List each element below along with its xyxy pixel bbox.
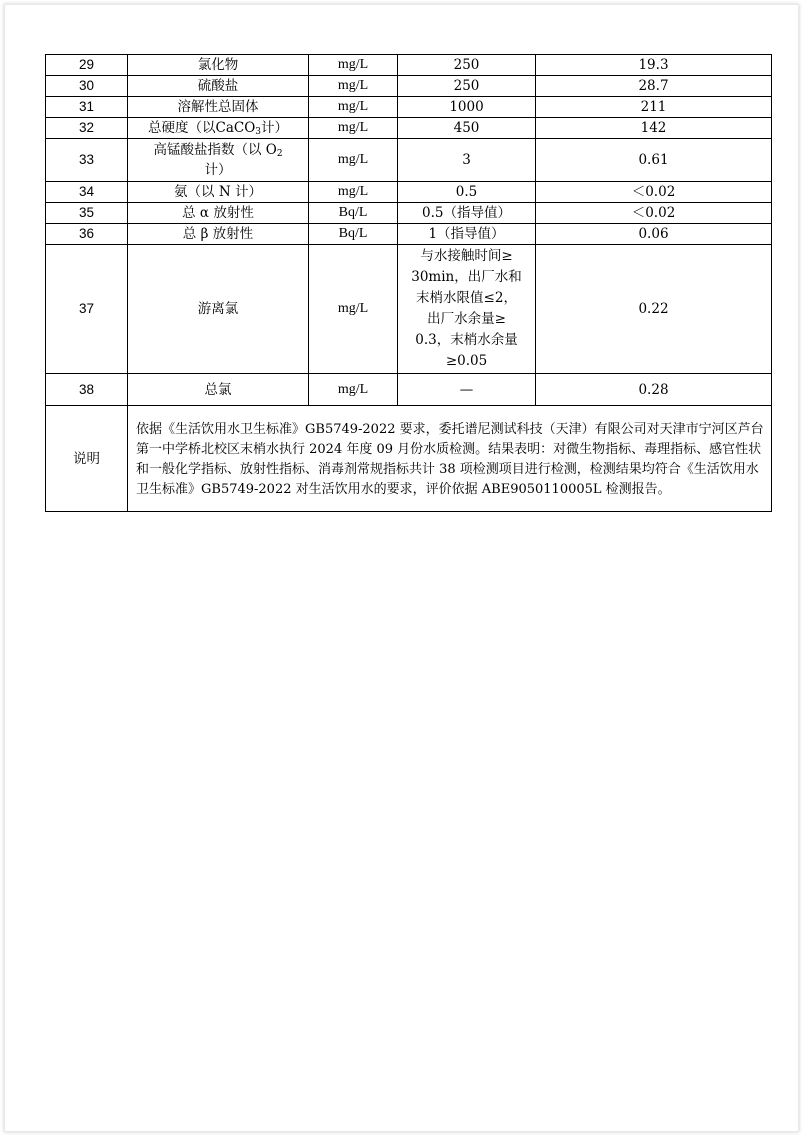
result-value: 142: [536, 118, 772, 139]
unit: mg/L: [309, 97, 398, 118]
result-value: 28.7: [536, 76, 772, 97]
row-number: 35: [46, 203, 128, 224]
limit-value: [398, 245, 536, 374]
limit-line: 0.3，末梢水余量: [415, 332, 518, 348]
table-row: [46, 203, 772, 224]
row-number: 37: [46, 245, 128, 374]
limit-value: 3: [398, 139, 536, 182]
result-value: 19.3: [536, 55, 772, 76]
item-name: 氯化物: [128, 55, 309, 76]
item-name: 总氯: [128, 374, 309, 406]
item-name: 游离氯: [128, 245, 309, 374]
table-row: [46, 76, 772, 97]
row-number: 33: [46, 139, 128, 182]
table-row: [46, 139, 772, 182]
result-value: ＜0.02: [536, 203, 772, 224]
row-number: 30: [46, 76, 128, 97]
limit-value: 450: [398, 118, 536, 139]
result-value: 211: [536, 97, 772, 118]
unit: mg/L: [309, 245, 398, 374]
note-label: 说明: [46, 406, 128, 512]
limit-value: 1（指导值）: [398, 224, 536, 245]
limit-line: 30min，出厂水和: [411, 269, 522, 285]
unit: Bq/L: [309, 224, 398, 245]
row-number: 36: [46, 224, 128, 245]
row-number: 32: [46, 118, 128, 139]
row-number: 34: [46, 182, 128, 203]
limit-line: 末梢水限值≤2，: [416, 290, 517, 306]
unit: mg/L: [309, 76, 398, 97]
item-name-suffix: 计）: [261, 120, 288, 136]
item-formula: CaCO: [215, 120, 256, 136]
limit-value: 1000: [398, 97, 536, 118]
item-name-prefix: 总硬度（以: [147, 120, 216, 136]
unit: mg/L: [309, 182, 398, 203]
row-number: 31: [46, 97, 128, 118]
table-row: [46, 97, 772, 118]
limit-line: 与水接触时间≥: [420, 248, 513, 264]
result-value: ＜0.02: [536, 182, 772, 203]
unit: mg/L: [309, 374, 398, 406]
result-value: 0.61: [536, 139, 772, 182]
item-name: 硫酸盐: [128, 76, 309, 97]
row-number: 29: [46, 55, 128, 76]
water-quality-table: [45, 54, 772, 512]
limit-value: 250: [398, 55, 536, 76]
limit-line: ≥0.05: [445, 353, 488, 369]
item-name-suffix: 计）: [204, 162, 232, 178]
unit: mg/L: [309, 55, 398, 76]
result-value: 0.06: [536, 224, 772, 245]
unit: Bq/L: [309, 203, 398, 224]
item-name-prefix: 高锰酸盐指数（以 O: [153, 142, 277, 158]
note-text: 依据《生活饮用水卫生标准》GB5749-2022 要求，委托谱尼测试科技（天津）有限公司对天津市宁河区芦台第一中学桥北校区末梢水执行 2024 年度 09 月份水质检测。结果表明：对微生物指标、毒理指标、感官性状和一般化学指标、放射性指标、消毒剂常规指标共计 38 项检测项目进行检测，检测结果均符合《生活饮用水卫生标准》GB5749-2022 对生活饮用水的要求，评价依据 ABE9050110005L 检测报告。: [128, 406, 772, 512]
item-name: 总 β 放射性: [128, 224, 309, 245]
item-name: [128, 118, 309, 139]
item-subscript: 3: [255, 127, 261, 137]
unit: mg/L: [309, 139, 398, 182]
limit-value: —: [398, 374, 536, 406]
item-name: 氨（以 N 计）: [128, 182, 309, 203]
limit-value: 250: [398, 76, 536, 97]
item-name: [128, 139, 309, 182]
table-row: [46, 224, 772, 245]
row-number: 38: [46, 374, 128, 406]
result-value: 0.22: [536, 245, 772, 374]
item-name: 总 α 放射性: [128, 203, 309, 224]
table-row: [46, 55, 772, 76]
result-value: 0.28: [536, 374, 772, 406]
note-row: [46, 406, 772, 512]
table-row: [46, 182, 772, 203]
item-subscript: 2: [276, 149, 283, 159]
item-name: 溶解性总固体: [128, 97, 309, 118]
table-row: [46, 118, 772, 139]
limit-value: 0.5（指导值）: [398, 203, 536, 224]
table-row: [46, 374, 772, 406]
table-row: [46, 245, 772, 374]
unit: mg/L: [309, 118, 398, 139]
limit-value: 0.5: [398, 182, 536, 203]
limit-line: 出厂水余量≥: [427, 311, 506, 327]
